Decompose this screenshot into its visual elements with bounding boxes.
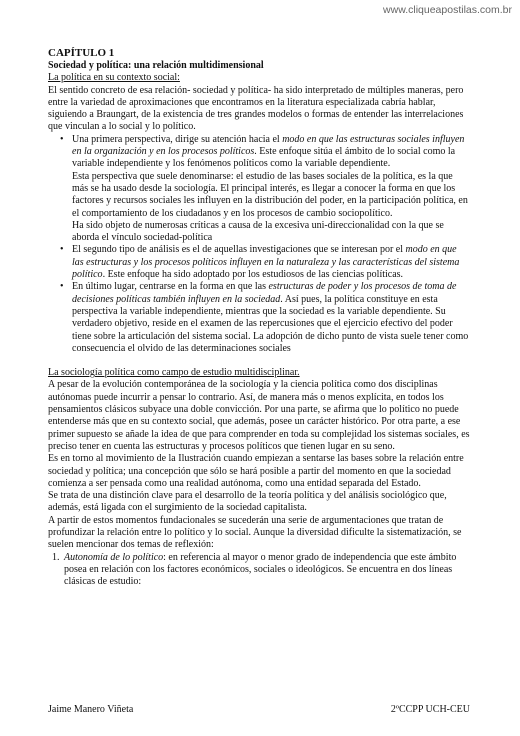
item-number: 1. <box>52 551 60 563</box>
bullet1-text <box>72 134 470 171</box>
section-spacer <box>48 355 470 367</box>
watermark: www.cliqueapostilas.com.br <box>383 4 512 16</box>
document-page <box>48 47 470 588</box>
item1-emphasis: Autonomía de lo político <box>64 551 164 563</box>
section1-intro: El sentido concreto de esa relación- sociedad y política- ha sido interpretado de múltiples maneras, pero entre la variedad de aproximaciones que encontramos en la literatura especializada cabría hablar, siguiendo a Braungart, de la existencia de tres grandes modelos o formas de entender las interrelaciones que vinculan a lo social y lo político. <box>48 84 464 133</box>
section2-paragraph3: Se trata de una distinción clave para el desarrollo de la teoría política y del análisis sociológico que, además, está ligada con el surgimiento de la sociedad capitalista. <box>48 490 447 514</box>
bullet1-paragraph2: Esta perspectiva que suele denominarse: el estudio de las bases sociales de la política, es la que más se ha usado desde la sociología. El principal interés, es llegar a conocer la forma en que los factores y recursos sociales les influyen en la distribución del poder, en la participación política, en el comportamiento de los ciudadanos y en los procesos de cambio sociopolítico. <box>72 170 468 219</box>
item1-text <box>64 552 470 589</box>
footer-author: Jaime Manero Viñeta <box>48 704 134 715</box>
list-item <box>62 281 470 355</box>
bullet1-emphasis: modo en que las estructuras sociales influyen en la organización y en los procesos políticos <box>72 133 465 158</box>
bullet3-post: . Así pues, la política constituye en esta perspectiva la variable independiente, mientras que la sociedad es la variable dependiente. Su verdadero objetivo, reside en el examen de las repercusiones que el ejercicio efectivo del poder tiene sobre la articulación del sistema social. La adopción de dicho punto de vista suele tener como consecuencia el olvido de las determinaciones sociales <box>72 293 469 354</box>
bullet3-pre: En último lugar, centrarse en la forma en que las <box>72 281 269 293</box>
reflection-topics-list <box>48 552 470 589</box>
list-item <box>62 244 470 281</box>
bullet1-paragraph3: Ha sido objeto de numerosas críticas a causa de la excesiva uni-direccionalidad con la que se aborda el vínculo sociedad-política <box>72 219 444 244</box>
bullet2-emphasis: modo en que las estructuras y los procesos políticos influyen en la naturaleza y las características del sistema político <box>72 244 460 281</box>
bullet2-post: . Este enfoque ha sido adoptado por los estudiosos de las ciencias políticas. <box>102 269 404 281</box>
page-footer <box>48 704 470 715</box>
section-heading-multidisciplinary: La sociología política como campo de estudio multidisciplinar. <box>48 367 300 379</box>
section2-paragraph4: A partir de estos momentos fundacionales se sucederán una serie de argumentaciones que tratan de profundizar la relación entre lo político y lo social. Aunque la diversidad dificulte la sistematización, se suelen mencionar dos temas de reflexión: <box>48 514 462 551</box>
bullet1-pre: Una primera perspectiva, dirige su atención hacia el <box>72 133 283 145</box>
section2-paragraph2: Es en torno al movimiento de la Ilustración cuando empiezan a sentarse las bases sobre la relación entre sociedad y política; una concepción que sólo se hará posible a partir del momento en que la sociedad comienza a ser pensada como una realidad autónoma, como una entidad separada del Estado. <box>48 453 464 489</box>
section-heading-political-context: La política en su contexto social: <box>48 72 180 84</box>
bullet1-post: . Este enfoque sitúa el ámbito de lo social como la variable independiente y los fenómenos políticos como la variable dependiente. <box>72 146 456 170</box>
list-item <box>52 552 470 589</box>
chapter-subtitle: Sociedad y política: una relación multidimensional <box>48 60 264 71</box>
section2-paragraph1: A pesar de la evolución contemporánea de la sociología y la ciencia política como dos disciplinas autónomas puede incurrir a pensar lo contrario. Así, de manera más o menos explícita, en todos los pensamientos clásicos subyace una doble convicción. Por una parte, se afirma que lo político no puede entenderse más que en su contexto social, que además, posee un carácter histórico. Por otra parte, a ese primer supuesto se añade la idea de que para comprender en toda su complejidad los sistemas sociales, es preciso tener en cuenta las estructuras y procesos políticos que tienen lugar en su seno. <box>48 379 470 452</box>
chapter-title: CAPÍTULO 1 <box>48 47 115 59</box>
item1-rest: : en referencia al mayor o menor grado de independencia que este ámbito posea en relación con los factores económicos, sociales o ideológicos. Se encuentra en dos líneas clásicas de estudio: <box>64 551 457 588</box>
list-item <box>62 134 470 245</box>
bullet3-emphasis: estructuras de poder y los procesos de toma de decisiones políticas también influyen en la sociedad <box>72 281 457 305</box>
footer-course: 2ºCCPP UCH-CEU <box>390 704 470 715</box>
perspectives-list <box>48 134 470 355</box>
bullet2-text <box>72 244 470 281</box>
bullet3-text <box>72 281 470 355</box>
bullet2-pre: El segundo tipo de análisis es el de aquellas investigaciones que se interesan por el <box>72 244 406 256</box>
